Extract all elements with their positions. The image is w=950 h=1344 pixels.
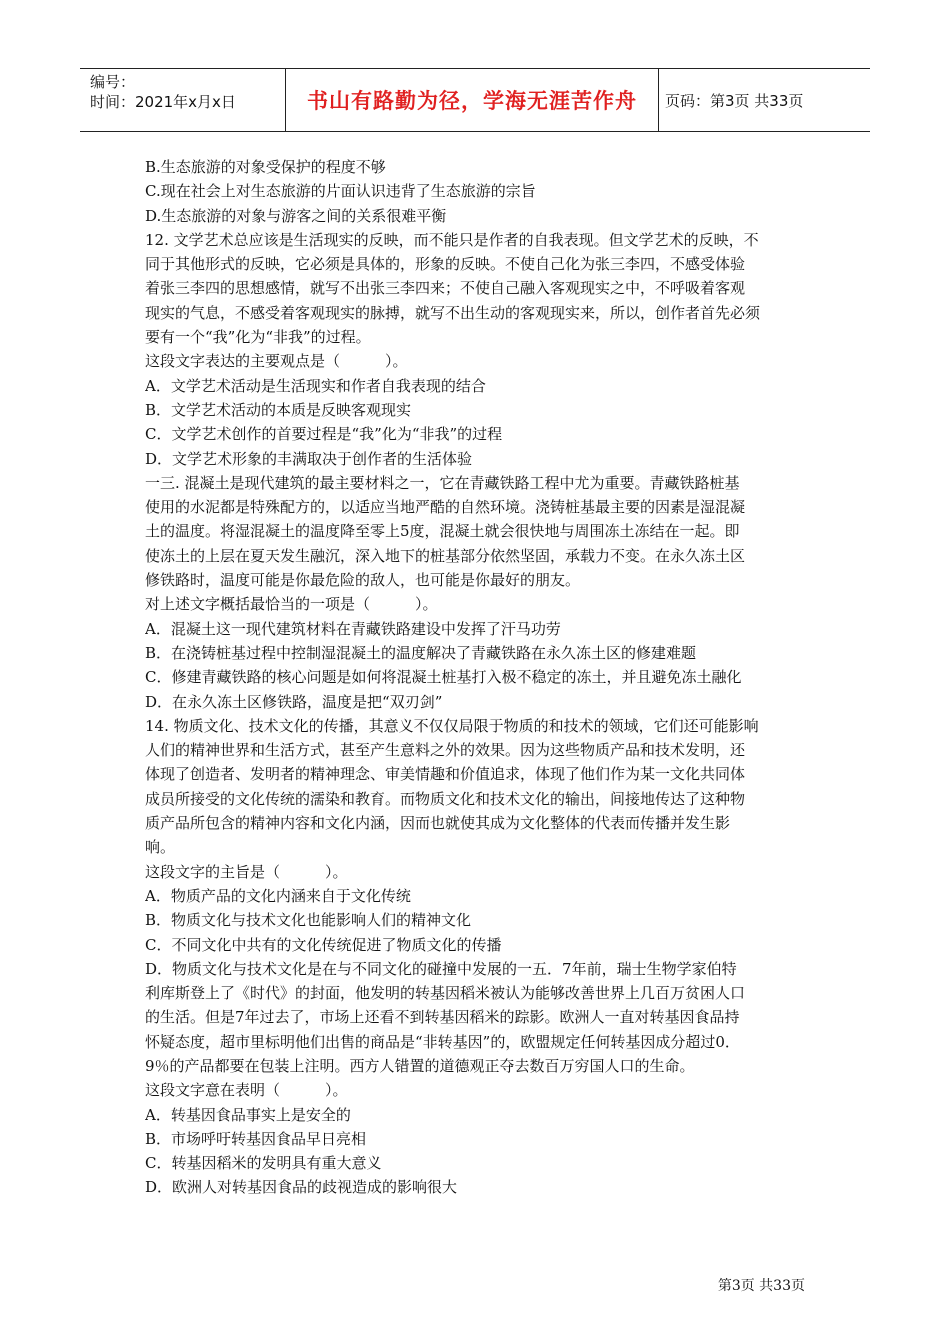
text-line: C.现在社会上对生态旅游的片面认识违背了生态旅游的宗旨 <box>145 182 536 201</box>
page-footer: 第3页 共33页 <box>717 1278 805 1294</box>
header-page-info-cell <box>665 69 870 131</box>
text-line: 9％的产品都要在包装上注明。西方人错置的道德观正夺去数百万穷国人口的生命。 <box>145 1056 695 1075</box>
text-line: 的生活。但是7年过去了，市场上还看不到转基因稻米的踪影。欧洲人一直对转基因食品持 <box>145 1008 740 1027</box>
text-line: 使用的水泥都是特殊配方的，以适应当地严酷的自然环境。浇铸桩基最主要的因素是湿混凝 <box>145 498 746 517</box>
text-line: 着张三李四的思想感情，就写不出张三李四来；不使自己融入客观现实之中，不呼吸着客观 <box>145 279 746 298</box>
text-line: B．文学艺术活动的本质是反映客观现实 <box>145 400 412 419</box>
text-line: 怀疑态度，超市里标明他们出售的商品是“非转基因”的，欧盟规定任何转基因成分超过0． <box>145 1032 740 1051</box>
document-time-label: 时间：2021年x月x日 <box>90 93 236 111</box>
text-line: 这段文字表达的主要观点是（ ）。 <box>145 352 408 371</box>
text-line: D．文学艺术形象的丰满取决于创作者的生活体验 <box>145 449 473 468</box>
text-line: C．不同文化中共有的文化传统促进了物质文化的传播 <box>145 935 502 954</box>
text-line: B．市场呼吁转基因食品早日亮相 <box>145 1129 367 1148</box>
text-line: C．转基因稻米的发明具有重大意义 <box>145 1154 382 1173</box>
header-meta <box>90 69 285 134</box>
text-line: 利库斯登上了《时代》的封面，他发明的转基因稻米被认为能够改善世界上几百万贫困人口 <box>145 984 746 1003</box>
document-body <box>145 155 810 1200</box>
text-line: 现实的气息，不感受着客观现实的脉搏，就写不出生动的客观现实来，所以，创作者首先必须 <box>145 303 761 322</box>
page-header <box>80 68 870 132</box>
text-line: D．在永久冻土区修铁路，温度是把“双刃剑” <box>145 692 443 711</box>
text-line: 这段文字的主旨是（ ）。 <box>145 862 348 881</box>
document-number-label: 编号： <box>90 73 136 91</box>
text-line: 一三. 混凝土是现代建筑的最主要材料之一，它在青藏铁路工程中尤为重要。青藏铁路桩基 <box>145 473 740 492</box>
text-line: B．在浇铸桩基过程中控制湿混凝土的温度解决了青藏铁路在永久冻土区的修建难题 <box>145 643 697 662</box>
text-line: A．转基因食品事实上是安全的 <box>145 1105 351 1124</box>
text-line: C．修建青藏铁路的核心问题是如何将混凝土桩基打入极不稳定的冻土，并且避免冻土融化 <box>145 668 742 687</box>
text-line: D.生态旅游的对象与游客之间的关系很难平衡 <box>145 206 447 225</box>
text-line: 使冻土的上层在夏天发生融沉，深入地下的桩基部分依然坚固，承载力不变。在永久冻土区 <box>145 546 746 565</box>
text-line: C．文学艺术创作的首要过程是“我”化为“非我”的过程 <box>145 425 503 444</box>
header-page-info: 页码：第3页 共33页 <box>665 91 804 110</box>
text-line: 这段文字意在表明（ ）。 <box>145 1081 348 1100</box>
text-line: 14. 物质文化、技术文化的传播，其意义不仅仅局限于物质的和技术的领域，它们还可能影响 <box>145 716 759 735</box>
text-line: 响。 <box>145 838 176 857</box>
text-line: 体现了创造者、发明者的精神理念、审美情趣和价值追求，体现了他们作为某一文化共同体 <box>145 765 746 784</box>
text-line: 同于其他形式的反映，它必须是具体的，形象的反映。不使自己化为张三李四，不感受体验 <box>145 255 746 274</box>
text-line: B.生态旅游的对象受保护的程度不够 <box>145 158 386 176</box>
text-line: 成员所接受的文化传统的濡染和教育。而物质文化和技术文化的输出，间接地传达了这种物 <box>145 789 746 808</box>
text-line: B．物质文化与技术文化也能影响人们的精神文化 <box>145 911 472 930</box>
text-line: 对上述文字概括最恰当的一项是（ ）。 <box>145 595 438 614</box>
text-line: 人们的精神世界和生活方式，甚至产生意料之外的效果。因为这些物质产品和技术发明，还 <box>145 741 746 760</box>
text-line: A．文学艺术活动是生活现实和作者自我表现的结合 <box>145 376 486 395</box>
text-line: 质产品所包含的精神内容和文化内涵，因而也就使其成为文化整体的代表而传播并发生影 <box>145 814 731 833</box>
text-line: 12. 文学艺术总应该是生活现实的反映，而不能只是作者的自我表现。但文学艺术的反映，不 <box>145 230 759 249</box>
text-line: 要有一个“我”化为“非我”的过程。 <box>145 328 371 347</box>
header-motto-cell <box>285 69 659 131</box>
header-motto: 书山有路勤为径，学海无涯苦作舟 <box>307 89 637 113</box>
text-line: 土的温度。将湿混凝土的温度降至零上5度，混凝土就会很快地与周围冻土冻结在一起。即 <box>145 522 740 541</box>
text-line: 修铁路时，温度可能是你最危险的敌人，也可能是你最好的朋友。 <box>145 571 581 590</box>
text-line: D．欧洲人对转基因食品的歧视造成的影响很大 <box>145 1178 458 1197</box>
text-line: A．混凝土这一现代建筑材料在青藏铁路建设中发挥了汗马功劳 <box>145 619 561 638</box>
text-line: D．物质文化与技术文化是在与不同文化的碰撞中发展的一五．7年前，瑞士生物学家伯特 <box>145 959 737 978</box>
text-line: A．物质产品的文化内涵来自于文化传统 <box>145 886 411 905</box>
